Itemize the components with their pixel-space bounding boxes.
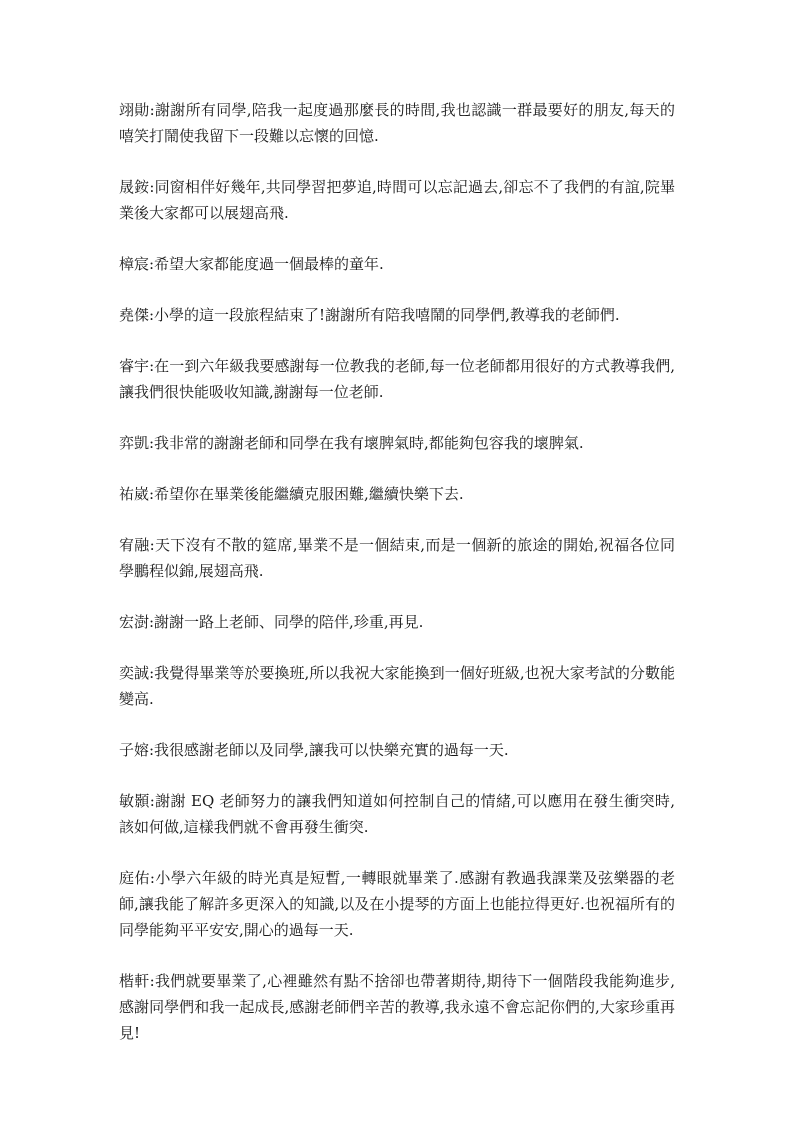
message-paragraph: 庭佑:小學六年級的時光真是短暫,一轉眼就畢業了.感謝有教過我課業及弦樂器的老師,讓我能了解許多更深入的知識,以及在小提琴的方面上也能拉得更好.也祝福所有的同學能夠平平安安,開心的過每一天. bbox=[119, 869, 675, 939]
message-paragraph: 晟銨:同窗相伴好幾年,共同學習把夢追,時間可以忘記過去,卻忘不了我們的有誼,院畢業後大家都可以展翅高飛. bbox=[119, 178, 675, 222]
message-paragraph: 樟宸:希望大家都能度過一個最棒的童年. bbox=[119, 255, 384, 273]
message-paragraph: 宏澍:謝謝一路上老師、同學的陪伴,珍重,再見. bbox=[119, 613, 424, 631]
message-paragraph: 弈凱:我非常的謝謝老師和同學在我有壞脾氣時,都能夠包容我的壞脾氣. bbox=[119, 434, 584, 452]
message-paragraph: 奕誠:我覺得畢業等於要換班,所以我祝大家能換到一個好班級,也祝大家考試的分數能變高. bbox=[119, 664, 675, 708]
message-paragraph: 宥融:天下沒有不散的筵席,畢業不是一個結束,而是一個新的旅途的開始,祝福各位同學鵬程似錦,展翅高飛. bbox=[119, 536, 675, 580]
message-paragraph: 祐崴:希望你在畢業後能繼續克服困難,繼續快樂下去. bbox=[119, 485, 464, 503]
message-paragraph: 子嫆:我很感謝老師以及同學,讓我可以快樂充實的過每一天. bbox=[119, 741, 509, 759]
message-paragraph: 堯傑:小學的這一段旅程結束了!謝謝所有陪我嘻鬧的同學們,教導我的老師們. bbox=[119, 306, 620, 324]
document-body bbox=[119, 97, 675, 1071]
message-paragraph: 翊勛:謝謝所有同學,陪我一起度過那麼長的時間,我也認識一群最要好的朋友,每天的嘻笑打鬧使我留下一段難以忘懷的回憶. bbox=[119, 101, 675, 145]
message-paragraph: 敏顥:謝謝 EQ 老師努力的讓我們知道如何控制自己的情緒,可以應用在發生衝突時,該如何做,這樣我們就不會再發生衝突. bbox=[119, 792, 675, 836]
message-paragraph: 睿宇:在一到六年級我要感謝每一位教我的老師,每一位老師都用很好的方式教導我們,讓我們很快能吸收知識,謝謝每一位老師. bbox=[119, 357, 675, 401]
message-paragraph: 楷軒:我們就要畢業了,心裡雖然有點不捨卻也帶著期待,期待下一個階段我能夠進步,感謝同學們和我一起成長,感謝老師們辛苦的教導,我永遠不會忘記你們的,大家珍重再見! bbox=[119, 972, 675, 1042]
